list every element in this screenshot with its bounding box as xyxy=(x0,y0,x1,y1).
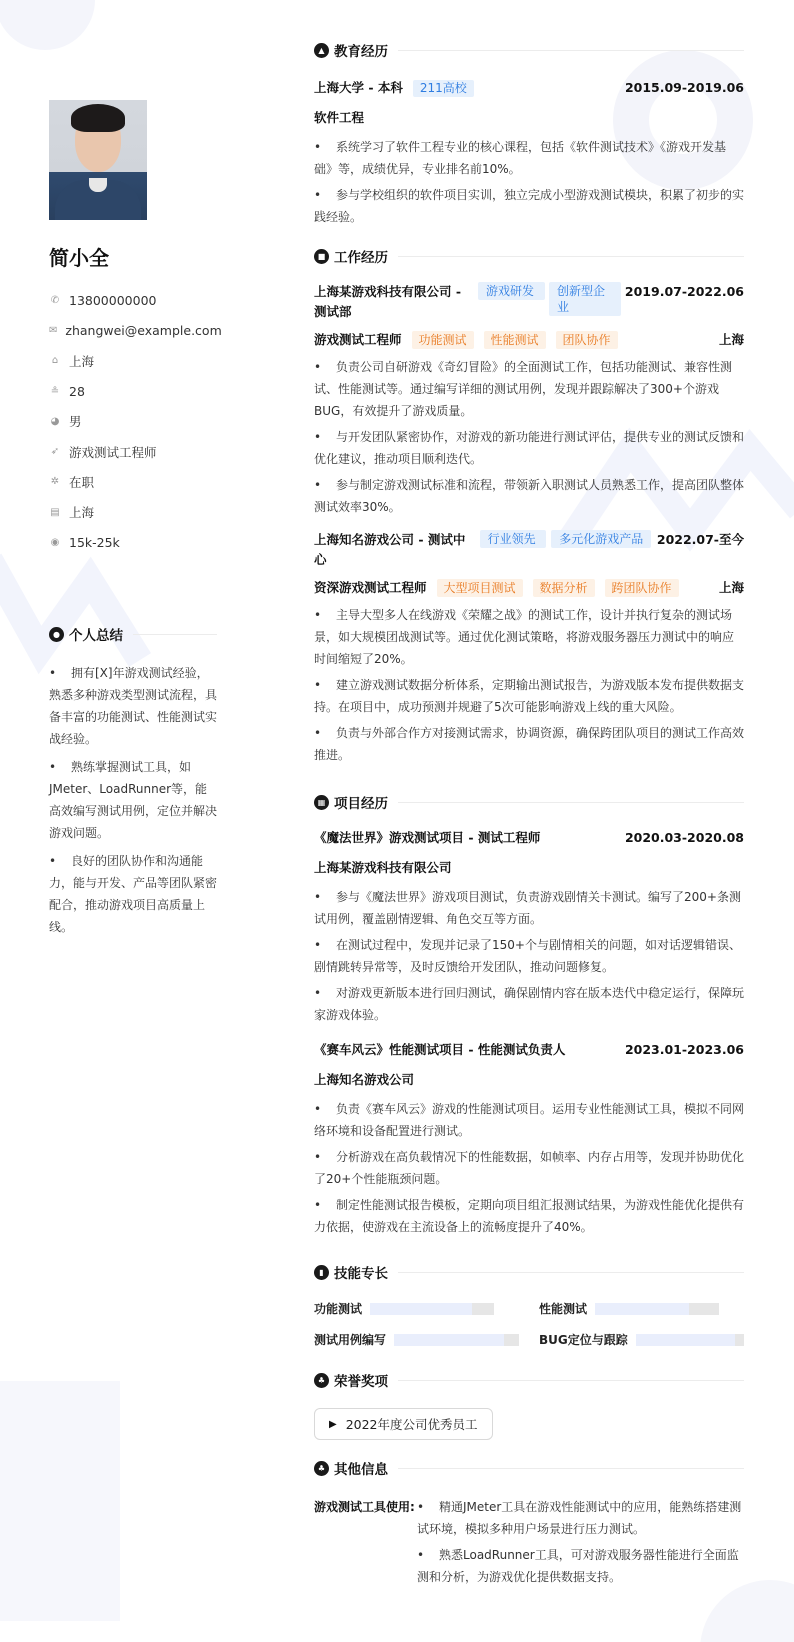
list-item: • 参与《魔法世界》游戏项目测试，负责游戏剧情关卡测试。编写了200+条测试用例，覆盖剧情逻辑、角色交互等方面。 xyxy=(314,890,741,926)
list-item: • 参与学校组织的软件项目实训，独立完成小型游戏测试模块，积累了初步的实践经验。 xyxy=(314,188,745,224)
salary-icon: ◉ xyxy=(50,537,60,549)
job-location: 上海 xyxy=(718,580,744,595)
skill-tag: 大型项目测试 xyxy=(437,579,523,597)
summary-section xyxy=(49,624,217,944)
job-role: 资深游戏测试工程师 xyxy=(314,580,427,595)
gender-icon: ◕ xyxy=(50,415,60,427)
company-name: 上海某游戏科技有限公司 - 测试部 xyxy=(314,284,462,319)
candidate-name: 简小全 xyxy=(49,246,109,270)
info-phone: ✆ 13800000000 xyxy=(50,292,157,308)
list-item: • 系统学习了软件工程专业的核心课程，包括《软件测试技术》《游戏开发基础》等，成绩优异，专业排名前10%。 xyxy=(314,140,727,176)
section-header: ▲ 教育经历 xyxy=(314,40,744,60)
status-icon: ✲ xyxy=(50,476,60,488)
education-date: 2015.09-2019.06 xyxy=(624,80,744,95)
phone-icon: ✆ xyxy=(50,294,60,306)
skill-bar xyxy=(394,1334,519,1346)
mail-icon: ✉ xyxy=(49,324,58,336)
section-header: ♣ 其他信息 xyxy=(314,1458,744,1478)
list-item: • 拥有[X]年游戏测试经验，熟悉多种游戏类型测试流程，具备丰富的功能测试、性能测试实战经验。 xyxy=(49,666,218,746)
project-date: 2020.03-2020.08 xyxy=(624,830,744,845)
skill-tag: 团队协作 xyxy=(556,331,618,349)
grid-icon: ▦ xyxy=(314,795,329,810)
info-gender: ◕ 男 xyxy=(50,414,82,430)
divider xyxy=(398,256,744,257)
section-header: ▮ 技能专长 xyxy=(314,1262,744,1282)
major: 软件工程 xyxy=(314,110,365,125)
other-label: 游戏测试工具使用: xyxy=(314,1500,415,1514)
job-entry xyxy=(314,530,744,766)
job-role: 游戏测试工程师 xyxy=(314,332,402,347)
list-item: • 负责与外部合作方对接测试需求，协调资源，确保跨团队项目的测试工作高效推进。 xyxy=(314,726,745,762)
project-name: 《魔法世界》游戏测试项目 - 测试工程师 xyxy=(314,830,541,845)
building-icon: ▤ xyxy=(50,506,60,518)
skills-section xyxy=(314,1262,744,1348)
skill-item: 测试用例编写 xyxy=(314,1331,519,1348)
trophy-icon: ♣ xyxy=(314,1373,329,1388)
other-info-section xyxy=(314,1458,744,1592)
home-icon: ⌂ xyxy=(51,355,59,367)
awards-section xyxy=(314,1370,744,1440)
list-item: • 建立游戏测试数据分析体系，定期输出测试报告，为游戏版本发布提供数据支持。在项目中，成功预测并规避了5次可能影响游戏上线的重大风险。 xyxy=(314,678,745,714)
list-item: • 参与制定游戏测试标准和流程，带领新入职测试人员熟悉工作，提高团队整体测试效率30%。 xyxy=(314,478,745,514)
info-icon: ♣ xyxy=(314,1461,329,1476)
graduation-cap-icon: ▲ xyxy=(314,43,329,58)
divider xyxy=(133,634,217,635)
divider xyxy=(398,1272,744,1273)
award-item: ▶ 2022年度公司优秀员工 xyxy=(314,1408,493,1440)
section-header: ♣ 荣誉奖项 xyxy=(314,1370,744,1390)
sidebar xyxy=(49,100,222,558)
skill-tag: 跨团队协作 xyxy=(605,579,679,597)
list-item: • 分析游戏在高负载情况下的性能数据，如帧率、内存占用等，发现并协助优化了20+个性能瓶颈问题。 xyxy=(314,1150,745,1186)
skill-item: 性能测试 xyxy=(539,1300,719,1317)
job-location: 上海 xyxy=(718,332,744,347)
list-item: • 精通JMeter工具在游戏性能测试中的应用，能熟练搭建测试环境，模拟多种用户场景进行压力测试。 xyxy=(417,1500,742,1536)
section-header: ● 个人总结 xyxy=(49,624,217,644)
project-entry xyxy=(314,1040,744,1238)
send-icon: ➶ xyxy=(50,446,60,458)
education-section xyxy=(314,40,744,228)
user-icon: ● xyxy=(49,627,64,642)
project-company: 上海知名游戏公司 xyxy=(314,1072,415,1087)
company-tag: 多元化游戏产品 xyxy=(551,530,651,548)
skill-bar xyxy=(595,1303,719,1315)
company-tag: 行业领先 xyxy=(480,530,546,548)
main-content xyxy=(314,40,744,1592)
projects-section xyxy=(314,792,744,1238)
job-date: 2022.07-至今 xyxy=(656,532,744,547)
list-item: • 制定性能测试报告模板，定期向项目组汇报测试结果，为游戏性能优化提供有力依据，使游戏在主流设备上的流畅度提升了40%。 xyxy=(314,1198,745,1234)
job-date: 2019.07-2022.06 xyxy=(624,284,744,299)
divider xyxy=(398,1380,744,1381)
info-salary: ◉ 15k-25k xyxy=(50,535,120,551)
section-header: ■ 工作经历 xyxy=(314,246,744,266)
divider xyxy=(398,1468,744,1469)
list-item: • 负责《赛车风云》游戏的性能测试项目。运用专业性能测试工具，模拟不同网络环境和设备配置进行测试。 xyxy=(314,1102,745,1138)
skill-bar xyxy=(636,1334,744,1346)
skill-item: 功能测试 xyxy=(314,1300,494,1317)
skill-tag: 性能测试 xyxy=(484,331,546,349)
info-target-job: ➶ 游戏测试工程师 xyxy=(50,444,157,460)
list-item: • 良好的团队协作和沟通能力，能与开发、产品等团队紧密配合，推动游戏项目高质量上线。 xyxy=(49,854,218,934)
school-name: 上海大学 - 本科 xyxy=(314,80,403,95)
project-date: 2023.01-2023.06 xyxy=(624,1042,744,1057)
company-name: 上海知名游戏公司 - 测试中心 xyxy=(314,532,466,567)
bar-chart-icon: ▮ xyxy=(314,1265,329,1280)
divider xyxy=(398,50,744,51)
skill-tag: 数据分析 xyxy=(533,579,595,597)
list-item: • 熟练掌握测试工具，如JMeter、LoadRunner等，能高效编写测试用例，定位并解决游戏问题。 xyxy=(49,760,218,840)
contact-info-list xyxy=(49,285,222,558)
skill-bar xyxy=(370,1303,494,1315)
list-item: • 主导大型多人在线游戏《荣耀之战》的测试工作，设计并执行复杂的测试场景，如大规模团战测试等。通过优化测试策略，将游戏服务器压力测试中的响应时间缩短了20%。 xyxy=(314,608,735,666)
project-name: 《赛车风云》性能测试项目 - 性能测试负责人 xyxy=(314,1042,566,1057)
list-item: • 在测试过程中，发现并记录了150+个与剧情相关的问题，如对话逻辑错误、剧情跳转异常等，及时反馈给开发团队，推动问题修复。 xyxy=(314,938,741,974)
project-company: 上海某游戏科技有限公司 xyxy=(314,860,452,875)
info-email: ✉ zhangwei@example.com xyxy=(49,322,222,338)
section-header: ▦ 项目经历 xyxy=(314,792,744,812)
info-age: ≗ 28 xyxy=(50,383,85,399)
company-tag: 游戏研发 xyxy=(478,282,545,300)
avatar xyxy=(49,100,147,220)
info-target-city: ▤ 上海 xyxy=(50,505,95,521)
skill-tag: 功能测试 xyxy=(412,331,474,349)
divider xyxy=(398,802,744,803)
decor-circle xyxy=(0,0,95,50)
cake-icon: ≗ xyxy=(50,385,60,397)
info-hometown: ⌂ 上海 xyxy=(49,346,219,376)
list-item: • 对游戏更新版本进行回归测试，确保剧情内容在版本迭代中稳定运行，保障玩家游戏体验。 xyxy=(314,986,745,1022)
company-tag: 创新型企业 xyxy=(549,282,621,316)
work-section xyxy=(314,246,744,766)
list-item: • 熟悉LoadRunner工具，可对游戏服务器性能进行全面监测和分析，为游戏优化提供数据支持。 xyxy=(417,1548,739,1584)
triangle-icon: ▶ xyxy=(329,1418,337,1430)
skill-item: BUG定位与跟踪 xyxy=(539,1331,744,1348)
briefcase-icon: ■ xyxy=(314,249,329,264)
info-status: ✲ 在职 xyxy=(50,474,95,490)
project-entry xyxy=(314,828,744,1026)
school-tag: 211高校 xyxy=(413,80,474,97)
list-item: • 负责公司自研游戏《奇幻冒险》的全面测试工作，包括功能测试、兼容性测试、性能测试等。通过编写详细的测试用例，发现并跟踪解决了300+个游戏BUG，有效提升了游戏质量。 xyxy=(314,360,733,418)
decor-rect xyxy=(0,1381,120,1621)
list-item: • 与开发团队紧密协作，对游戏的新功能进行测试评估，提供专业的测试反馈和优化建议，推动项目顺利迭代。 xyxy=(314,430,745,466)
job-entry xyxy=(314,282,744,518)
